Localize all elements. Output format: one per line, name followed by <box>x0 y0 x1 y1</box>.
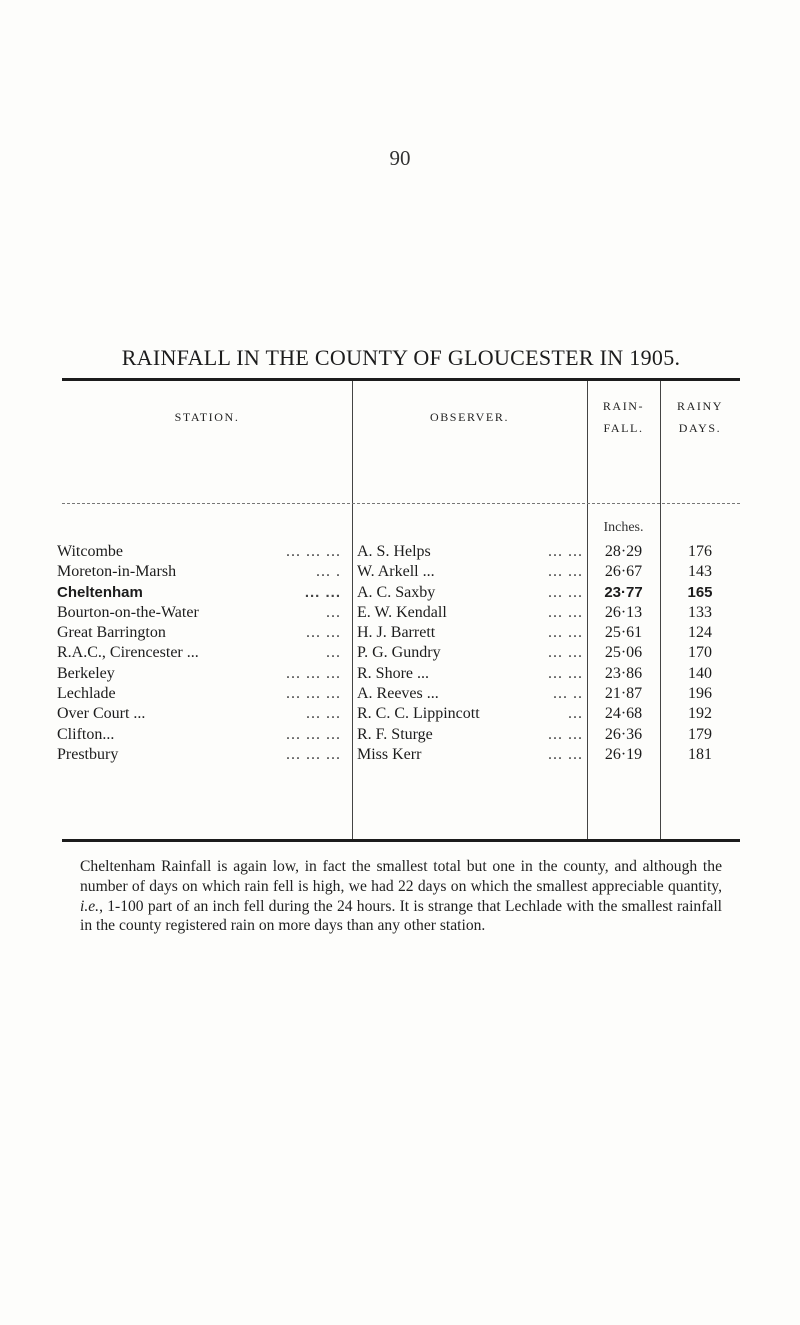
header-rainy-days <box>660 395 740 439</box>
table-row <box>57 684 740 704</box>
station-cell <box>57 623 345 643</box>
station-cell <box>57 725 345 745</box>
leader-dots: ... ... ... <box>286 664 341 682</box>
station-cell <box>57 643 345 663</box>
station-cell <box>57 542 345 562</box>
rainfall-cell: 25·61 <box>604 624 643 642</box>
leader-dots: ... <box>326 644 341 662</box>
station-cell <box>57 745 345 765</box>
rainfall-cell: 25·06 <box>604 644 643 662</box>
observer-name: P. G. Gundry <box>357 644 441 662</box>
table-row <box>57 745 740 765</box>
leader-dots: ... ... <box>306 705 341 723</box>
rainy-days-cell: 133 <box>688 603 712 621</box>
observer-name: H. J. Barrett <box>357 624 436 642</box>
leader-dots: ... ... <box>548 624 583 642</box>
leader-dots: ... ... <box>304 583 341 601</box>
rainy-days-cell: 181 <box>688 745 712 763</box>
rainy-days-cell: 165 <box>687 583 713 601</box>
station-cell <box>57 603 345 623</box>
header-station: STATION. <box>174 410 240 424</box>
station-cell <box>57 664 345 684</box>
rainfall-cell: 28·29 <box>604 543 643 560</box>
leader-dots: ... ... <box>548 644 583 662</box>
header-rainfall-line2: FALL. <box>603 421 644 435</box>
rainy-days-cell: 140 <box>688 664 712 682</box>
table-row <box>57 664 740 684</box>
observer-name: R. C. C. Lippincott <box>357 705 480 723</box>
rainfall-table <box>57 378 740 844</box>
station-name: Over Court ... <box>57 705 146 723</box>
observer-cell <box>357 603 587 623</box>
rainy-days-cell: 176 <box>688 543 712 560</box>
station-cell <box>57 562 345 582</box>
leader-dots: ... ... ... <box>286 745 341 763</box>
observer-name: A. C. Saxby <box>357 583 436 601</box>
leader-dots: ... ... ... <box>286 543 341 560</box>
header-rainfall-line1: RAIN- <box>602 399 645 413</box>
observer-cell <box>357 643 587 663</box>
station-name: Lechlade <box>57 685 116 703</box>
table-row <box>57 643 740 663</box>
leader-dots: ... ... <box>548 603 583 621</box>
table-row <box>57 725 740 745</box>
observer-cell <box>357 704 587 724</box>
rainfall-cell: 24·68 <box>604 705 643 723</box>
station-name: Cheltenham <box>57 583 143 601</box>
observer-name: R. F. Sturge <box>357 725 433 743</box>
observer-name: A. S. Helps <box>357 543 431 560</box>
station-name: Berkeley <box>57 664 115 682</box>
observer-cell <box>357 562 587 582</box>
station-name: Prestbury <box>57 745 119 763</box>
leader-dots: ... ... <box>548 745 583 763</box>
table-row-highlighted <box>57 583 740 603</box>
leader-dots: ... ... <box>548 563 583 581</box>
rainy-days-cell: 179 <box>688 725 712 743</box>
station-cell <box>57 583 345 603</box>
commentary-paragraph <box>80 857 722 936</box>
station-cell <box>57 704 345 724</box>
header-days-line1: RAINY <box>677 399 723 413</box>
observer-cell <box>357 664 587 684</box>
leader-dots: ... .. <box>553 685 583 703</box>
rainy-days-cell: 143 <box>688 563 712 581</box>
station-name: Moreton-in-Marsh <box>57 563 177 581</box>
rainfall-cell: 23·77 <box>604 583 643 601</box>
page-number: 90 <box>389 146 411 170</box>
station-name: Clifton... <box>57 725 115 743</box>
table-row <box>57 542 740 562</box>
table-top-rule <box>62 378 740 381</box>
table-row <box>57 562 740 582</box>
observer-name: W. Arkell ... <box>357 563 435 581</box>
observer-name: Miss Kerr <box>357 745 422 763</box>
leader-dots: ... ... ... <box>286 725 341 743</box>
rainfall-cell: 26·19 <box>604 745 643 763</box>
leader-dots: ... ... <box>548 543 583 560</box>
table-body <box>57 542 740 765</box>
commentary-text-continued: , 1-100 part of an inch fell during the 24 hours. It is strange that Lechlade with the smallest rainfall in the county registered rain on more days than any other station. <box>80 897 722 935</box>
observer-cell <box>357 745 587 765</box>
rainfall-cell: 26·67 <box>604 563 643 581</box>
header-rule <box>62 503 740 504</box>
rainy-days-cell: 192 <box>688 705 712 723</box>
commentary-abbreviation: i.e. <box>80 897 100 915</box>
leader-dots: ... ... <box>548 725 583 743</box>
rainy-days-cell: 170 <box>688 644 712 662</box>
table-row <box>57 623 740 643</box>
observer-name: E. W. Kendall <box>357 603 447 621</box>
observer-cell <box>357 623 587 643</box>
rainfall-cell: 21·87 <box>604 685 643 703</box>
station-name: Bourton-on-the-Water <box>57 603 199 621</box>
observer-cell <box>357 583 587 603</box>
header-observer: OBSERVER. <box>429 410 510 424</box>
rainfall-units: Inches. <box>603 520 644 535</box>
leader-dots: ... ... <box>548 664 583 682</box>
observer-cell <box>357 725 587 745</box>
rainfall-cell: 26·13 <box>604 603 643 621</box>
header-rainfall <box>587 395 660 439</box>
leader-dots: ... ... ... <box>286 685 341 703</box>
rainfall-cell: 26·36 <box>604 725 643 743</box>
observer-name: R. Shore ... <box>357 664 429 682</box>
observer-cell <box>357 684 587 704</box>
table-row <box>57 603 740 623</box>
page-title: RAINFALL IN THE COUNTY OF GLOUCESTER IN 1905. <box>121 345 681 370</box>
leader-dots: ... . <box>316 563 341 581</box>
commentary-text: Cheltenham Rainfall is again low, in fact the smallest total but one in the county, and although the number of days on which rain fell is high, we had 22 days on which the smallest appreciable quantity, <box>80 858 722 895</box>
rainy-days-cell: 196 <box>688 685 712 703</box>
leader-dots: ... <box>326 603 341 621</box>
observer-name: A. Reeves ... <box>357 685 439 703</box>
station-name: Great Barrington <box>57 624 166 642</box>
header-days-line2: DAYS. <box>678 421 722 435</box>
table-row <box>57 704 740 724</box>
station-cell <box>57 684 345 704</box>
leader-dots: ... <box>568 705 583 723</box>
station-name: Witcombe <box>57 543 123 560</box>
rainfall-cell: 23·86 <box>604 664 643 682</box>
station-name: R.A.C., Cirencester ... <box>57 644 199 662</box>
leader-dots: ... ... <box>306 624 341 642</box>
table-bottom-rule <box>62 839 740 842</box>
leader-dots: ... ... <box>548 583 583 601</box>
rainy-days-cell: 124 <box>688 624 712 642</box>
observer-cell <box>357 542 587 562</box>
